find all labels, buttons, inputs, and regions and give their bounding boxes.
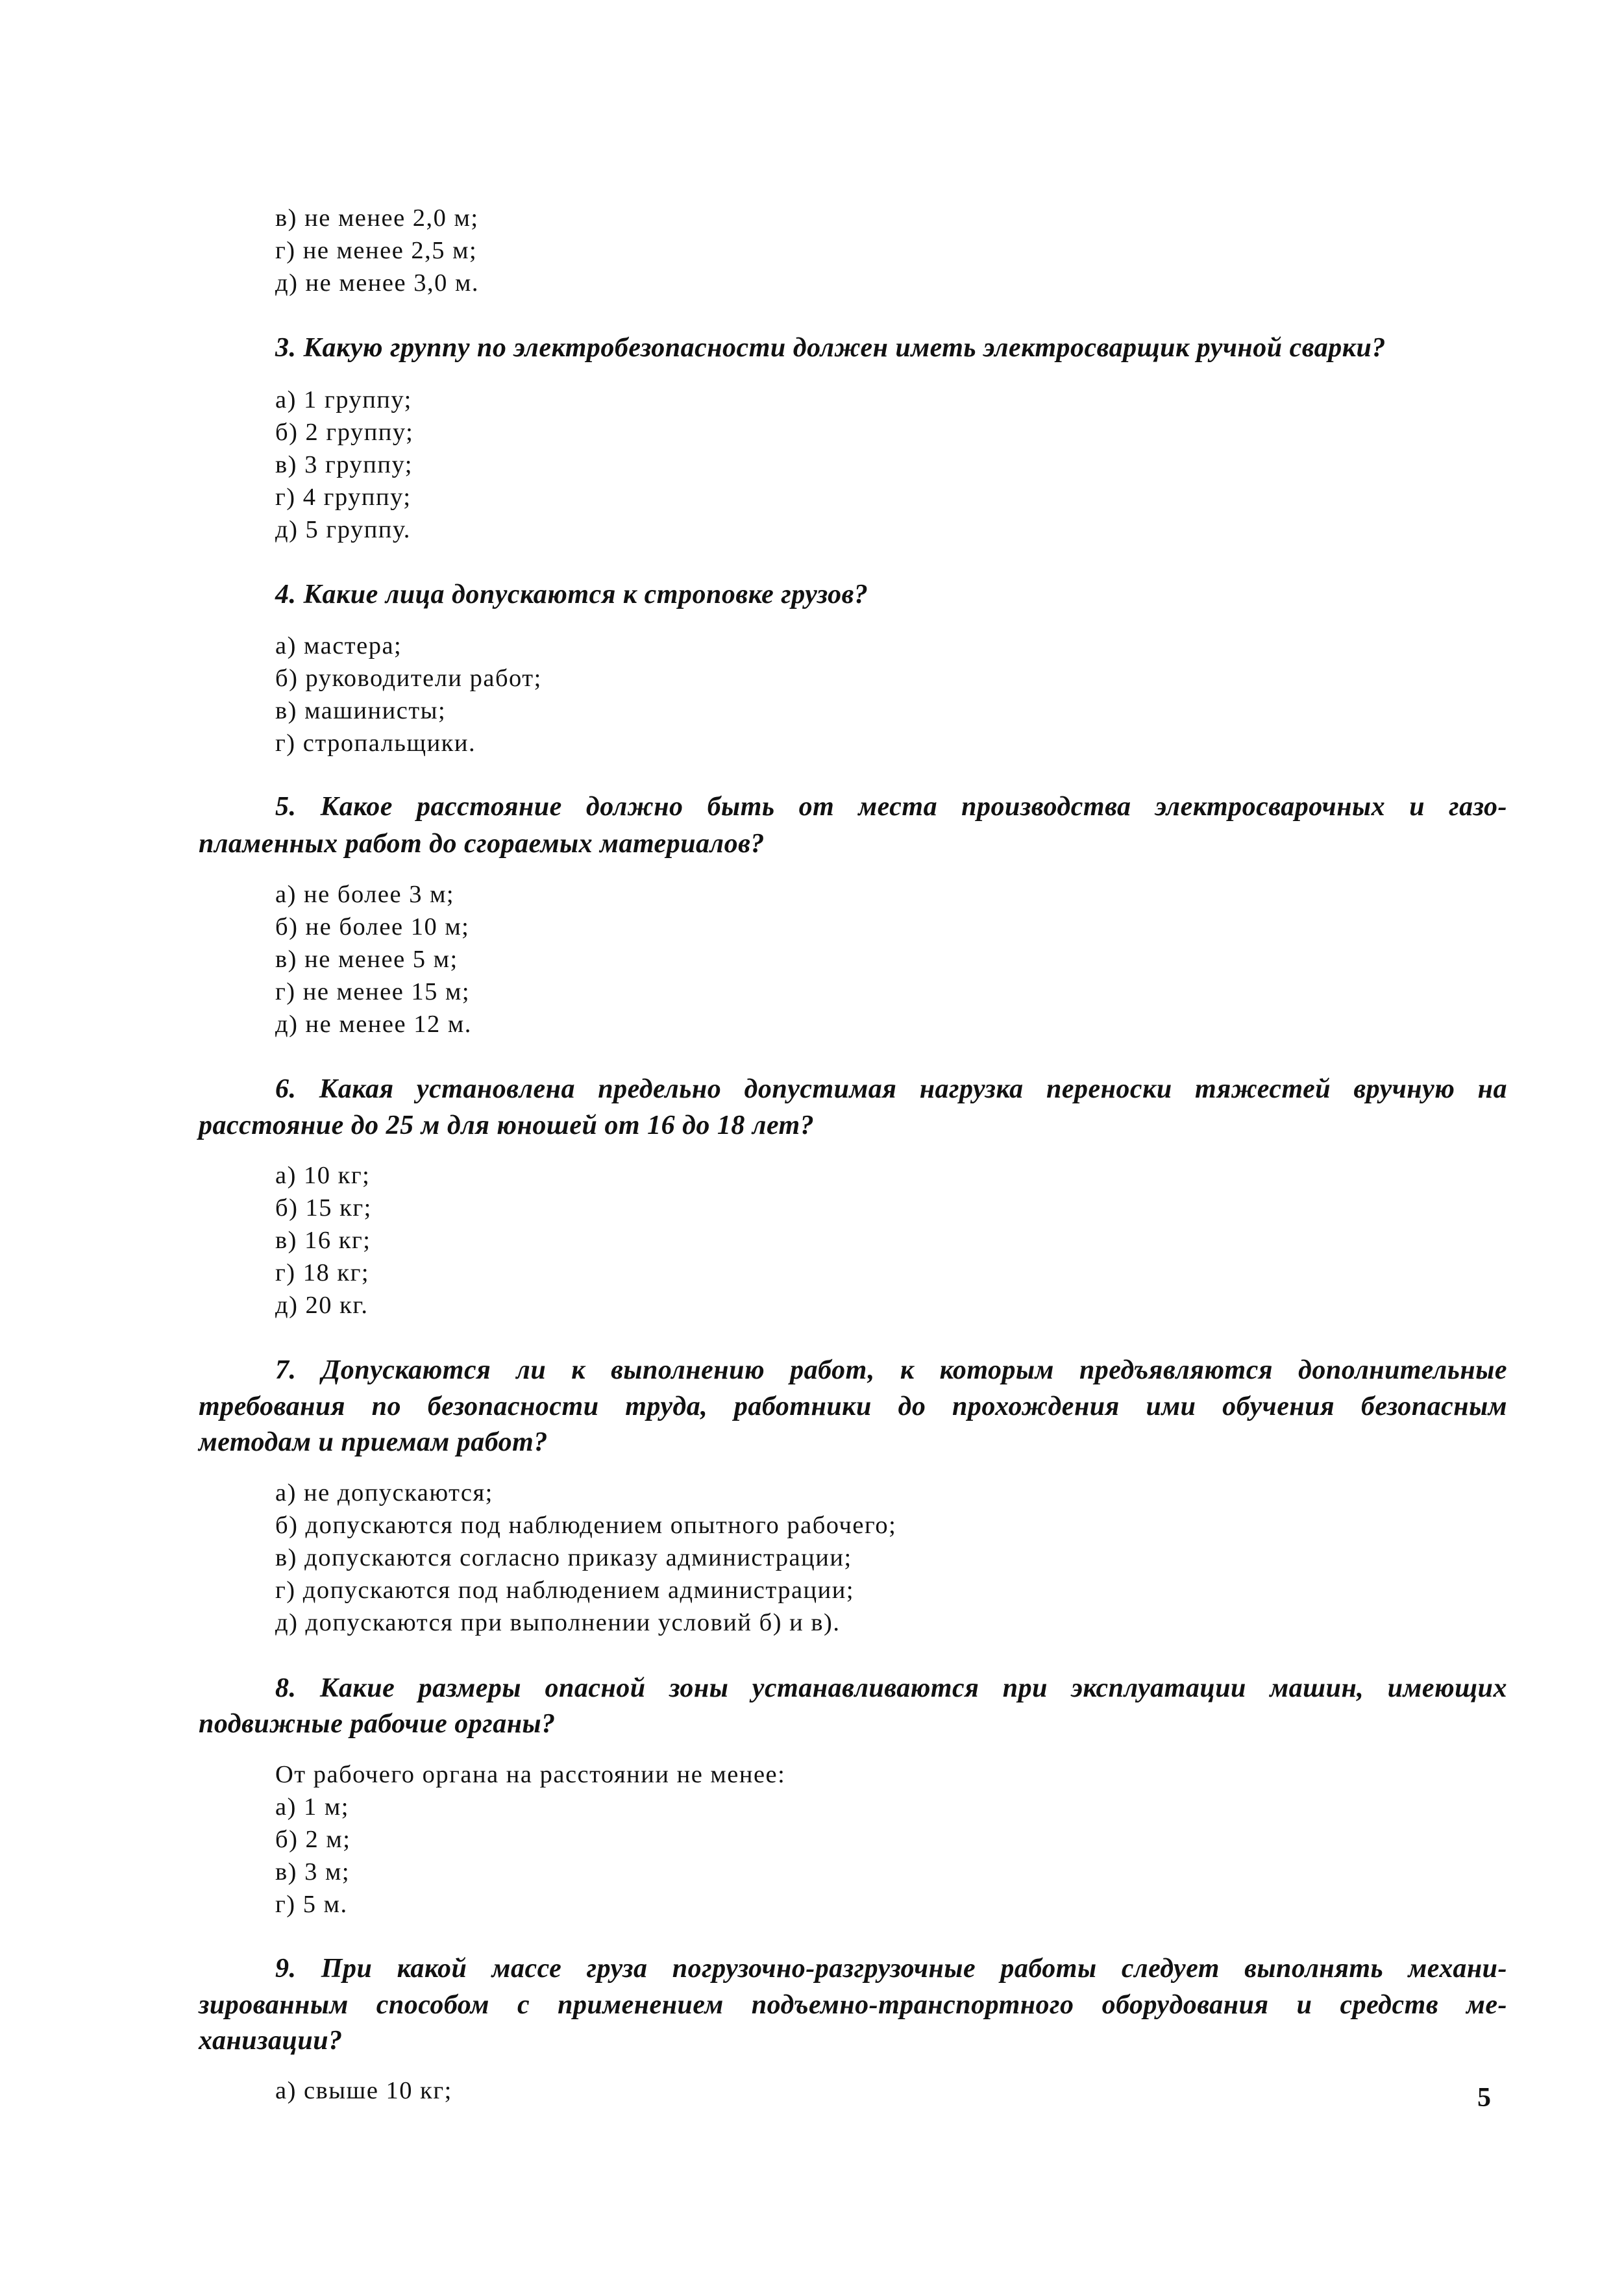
- option-v: в) 16 кг;: [275, 1227, 371, 1254]
- option-v: в) не менее 5 м;: [275, 946, 458, 973]
- option-d: д) не менее 3,0 м.: [275, 269, 479, 297]
- question-text-line-2: расстояние до 25 м для юношей от 16 до 18 лет?: [199, 1111, 815, 1140]
- option-b: б) 15 кг;: [275, 1194, 372, 1222]
- option-g: г) не менее 2,5 м;: [275, 237, 478, 264]
- option-v: в) не менее 2,0 м;: [275, 204, 479, 232]
- question-text: 4. Какие лица допускаются к строповке грузов?: [275, 580, 868, 609]
- option-a: а) мастера;: [275, 632, 402, 659]
- question-text-line-1: 6. Какая установлена предельно допустимая нагрузка переноски тяжестей вручную на: [275, 1074, 1507, 1104]
- option-b: б) допускаются под наблюдением опытного рабочего;: [275, 1512, 897, 1539]
- option-v: в) 3 м;: [275, 1858, 351, 1886]
- option-b: б) руководители работ;: [275, 665, 542, 692]
- option-a: а) не допускаются;: [275, 1479, 493, 1506]
- option-v: в) 3 группу;: [275, 451, 413, 478]
- option-v: в) машинисты;: [275, 697, 447, 724]
- question-text-line-2: подвижные рабочие органы?: [199, 1709, 556, 1739]
- question-text-line-1: 9. При какой массе груза погрузочно-разгрузочные работы следует выполнять механи-: [275, 1954, 1507, 1984]
- question-text: 3. Какую группу по электробезопасности должен иметь электросварщик ручной сварки?: [275, 333, 1386, 363]
- option-g: г) 18 кг;: [275, 1259, 370, 1286]
- question-text-line-1: 5. Какое расстояние должно быть от места производства электросварочных и газо-: [275, 792, 1507, 822]
- option-a: а) 10 кг;: [275, 1162, 371, 1189]
- question-text-line-1: 7. Допускаются ли к выполнению работ, к которым предъявляются дополнительные: [275, 1355, 1507, 1385]
- option-a: а) 1 группу;: [275, 386, 412, 413]
- option-g: г) 4 группу;: [275, 484, 412, 511]
- question-text-line-3: методам и приемам работ?: [199, 1427, 548, 1457]
- option-g: г) 5 м.: [275, 1891, 348, 1918]
- question-text-line-3: ханизации?: [199, 2026, 343, 2056]
- option-a: а) свыше 10 кг;: [275, 2077, 452, 2104]
- question-text-line-2: зированным способом с применением подъемно-транспортного оборудования и средств ме-: [199, 1990, 1507, 2020]
- option-d: д) допускаются при выполнении условий б) и в).: [275, 1609, 841, 1636]
- question-text-line-2: требования по безопасности труда, работники до прохождения ими обучения безопасным: [199, 1392, 1507, 1421]
- option-a: а) не более 3 м;: [275, 881, 455, 908]
- option-a: а) 1 м;: [275, 1793, 349, 1821]
- option-b: б) не более 10 м;: [275, 913, 470, 940]
- option-d: д) 20 кг.: [275, 1292, 369, 1319]
- option-g: г) стропальщики.: [275, 730, 476, 757]
- option-g: г) допускаются под наблюдением администрации;: [275, 1577, 855, 1604]
- question-intro: От рабочего органа на расстоянии не менее:: [275, 1761, 786, 1788]
- option-b: б) 2 м;: [275, 1826, 351, 1853]
- question-text-line-2: пламенных работ до сгораемых материалов?: [199, 829, 765, 859]
- option-d: д) не менее 12 м.: [275, 1011, 472, 1038]
- option-d: д) 5 группу.: [275, 516, 411, 543]
- page-number: 5: [1477, 2083, 1491, 2113]
- question-text-line-1: 8. Какие размеры опасной зоны устанавливаются при эксплуатации машин, имеющих: [275, 1673, 1507, 1703]
- option-g: г) не менее 15 м;: [275, 978, 471, 1005]
- option-v: в) допускаются согласно приказу администрации;: [275, 1544, 852, 1571]
- option-b: б) 2 группу;: [275, 419, 414, 446]
